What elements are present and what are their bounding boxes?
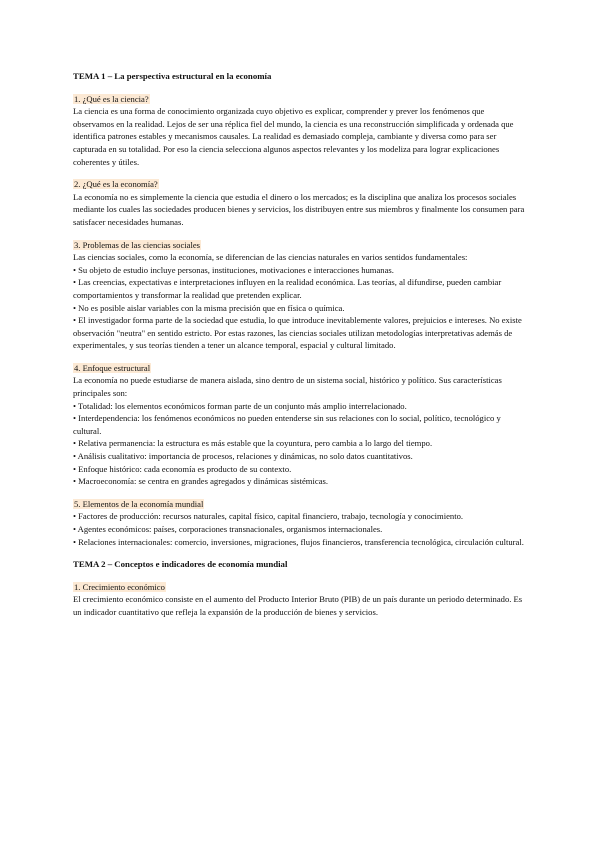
section-heading-text: 5. Elementos de la economía mundial [74,498,204,509]
section-heading [73,239,525,252]
bullet-list [73,400,525,488]
section-crecimiento-economico [73,581,525,619]
section-paragraph: El crecimiento económico consiste en el aumento del Producto Interior Bruto (PIB) de un país durante un periodo determinado. Es un indicador cuantitativo que refleja la expansión de la producción de bienes y servicios. [73,594,523,617]
list-item: • El investigador forma parte de la sociedad que estudia, lo que introduce inevitablemente valores, prejuicios e intereses. No existe observación "neutra" en sentido estricto. Por estas razones, las ciencias sociales utilizan metodologías interpretativas además de experimentales, y sus teorías tienden a tener un alcance temporal, espacial y cultural limitado. [73,315,522,351]
section-heading-text: 4. Enfoque estructural [74,362,151,373]
section-paragraph: Las ciencias sociales, como la economía, se diferencian de las ciencias naturales en varios sentidos fundamentales: [73,252,468,263]
list-item: • Enfoque histórico: cada economía es producto de su contexto. [73,463,292,474]
section-heading [73,178,525,191]
section-paragraph: La ciencia es una forma de conocimiento organizada cuyo objetivo es explicar, comprender y prever los fenómenos que observamos en la realidad. Lejos de ser una réplica fiel del mundo, la ciencia es una reconstrucción simplificada y ordenada que identifica patrones estables y mecanismos causales. La realidad es demasiado compleja, cambiante y diversa como para ser capturada en su totalidad. Por eso la ciencia selecciona algunos aspectos relevantes y los modeliza para lograr explicaciones coherentes y útiles. [73,106,514,167]
list-item: • Análisis cualitativo: importancia de procesos, relaciones y dinámicas, no solo datos cuantitativos. [73,451,413,462]
list-item: • Totalidad: los elementos económicos forman parte de un conjunto más amplio interrelacionado. [73,400,407,411]
section-problemas-ciencias-sociales [73,239,525,352]
section-paragraph: La economía no puede estudiarse de manera aislada, sino dentro de un sistema social, histórico y político. Sus características principales son: [73,375,502,399]
list-item: • Interdependencia: los fenómenos económicos no pueden entenderse sin sus relaciones con lo social, político, tecnológico y cultural. [73,413,501,436]
list-item: • No es posible aislar variables con la misma precisión que en física o química. [73,302,345,313]
document-page [73,70,525,629]
list-item: • Las creencias, expectativas e interpretaciones influyen en la realidad económica. Las teorías, al difundirse, pueden cambiar comportamientos y transformar la realidad que pretenden explicar. [73,277,502,300]
section-que-es-la-economia [73,178,525,228]
section-heading [73,581,525,594]
section-heading-text: 1. ¿Qué es la ciencia? [74,93,149,104]
list-item: • Macroeconomía: se centra en grandes agregados y dinámicas sistémicas. [73,476,328,487]
list-item: • Relativa permanencia: la estructura es más estable que la coyuntura, pero cambia a lo largo del tiempo. [73,438,433,449]
list-item: • Factores de producción: recursos naturales, capital físico, capital financiero, trabajo, tecnología y conocimiento. [73,511,464,522]
section-heading [73,498,525,511]
section-heading-text: 1. Crecimiento económico [74,581,165,592]
tema-2-title: TEMA 2 – Conceptos e indicadores de economía mundial [73,559,288,570]
section-elementos-economia-mundial [73,498,525,548]
section-heading [73,362,525,375]
list-item: • Relaciones internacionales: comercio, inversiones, migraciones, flujos financieros, transferencia tecnológica, circulación cultural. [73,536,524,547]
section-heading-text: 3. Problemas de las ciencias sociales [74,239,201,250]
bullet-list [73,510,525,548]
section-heading-text: 2. ¿Qué es la economía? [74,179,158,190]
list-item: • Su objeto de estudio incluye personas, instituciones, motivaciones e interacciones humanas. [73,264,394,275]
section-heading [73,93,525,106]
tema-1-title: TEMA 1 – La perspectiva estructural en la economía [73,71,272,81]
section-enfoque-estructural [73,362,525,488]
bullet-list [73,264,525,352]
section-paragraph: La economía no es simplemente la ciencia que estudia el dinero o los mercados; es la disciplina que analiza los procesos sociales mediante los cuales las sociedades producen bienes y servicios, los distribuyen entre sus miembros y finalmente los consumen para satisfacer necesidades humanas. [73,191,525,227]
list-item: • Agentes económicos: países, corporaciones transnacionales, organismos internacionales. [73,524,383,534]
section-que-es-la-ciencia [73,93,525,169]
